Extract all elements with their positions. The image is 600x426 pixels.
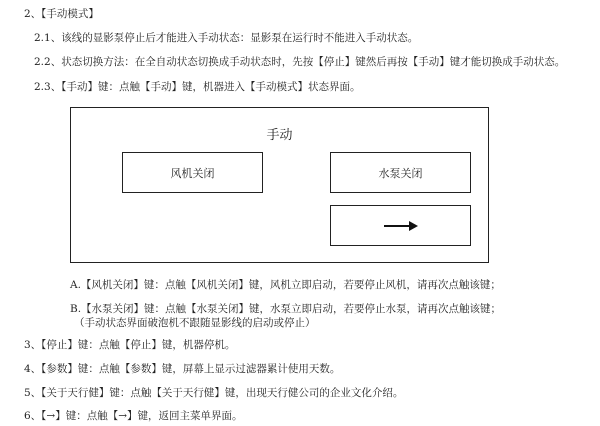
section-3: 3、【停止】键：点触【停止】键，机器停机。 [24,339,236,351]
section-4: 4、【参数】键：点触【参数】键，屏幕上显示过滤器累计使用天数。 [24,363,341,375]
section-heading: 2、【手动模式】 [24,8,99,20]
section-5: 5、【关于天行健】键：点触【关于天行健】键，出现天行健公司的企业文化介绍。 [24,387,404,399]
arrow-right-icon [383,220,419,232]
return-arrow-button [330,205,471,246]
manual-screen-diagram [70,107,489,263]
item-2-3: 2.3、【手动】键：点触【手动】键，机器进入【手动模式】状态界面。 [34,81,361,93]
item-2-2: 2.2、状态切换方法：在全自动状态切换成手动状态时，先按【停止】键然后再按【手动】键才能切换成手动状态。 [34,56,566,68]
item-2-1: 2.1、该线的显影泵停止后才能进入手动状态：显影泵在运行时不能进入手动状态。 [34,32,419,44]
note-paren: （手动状态界面破泡机不跟随显影线的启动或停止） [74,317,316,329]
fan-off-button: 风机关闭 [122,152,263,193]
note-b: B.【水泵关闭】键：点触【水泵关闭】键，水泵立即启动，若要停止水泵，请再次点触该键； [70,303,502,315]
pump-off-button: 水泵关闭 [330,152,471,193]
section-6: 6、【→】键：点触【→】键，返回主菜单界面。 [24,410,243,422]
screen-title: 手动 [266,128,293,143]
note-a: A.【风机关闭】键：点触【风机关闭】键，风机立即启动，若要停止风机，请再次点触该键； [70,279,501,291]
